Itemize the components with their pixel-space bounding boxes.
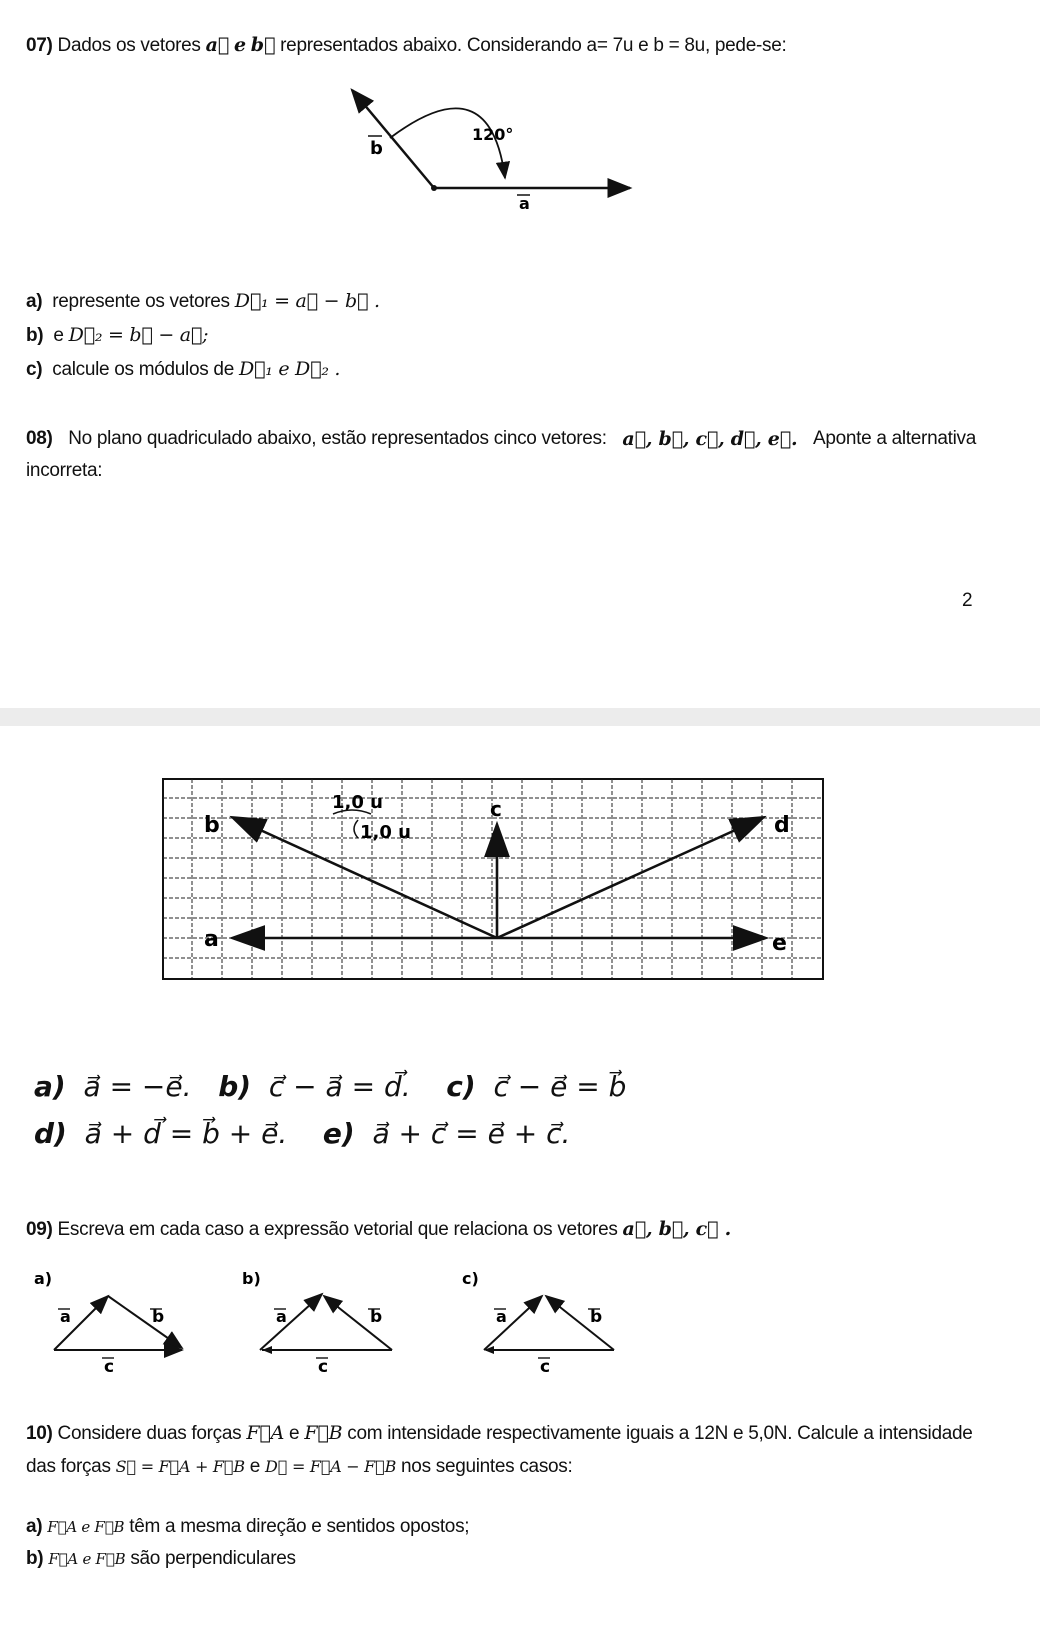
angle-label: 120° <box>472 125 514 144</box>
svg-text:a: a <box>496 1307 507 1326</box>
svg-text:a): a) <box>34 1269 53 1288</box>
svg-text:c): c) <box>462 1269 479 1288</box>
vector-b-line <box>352 90 434 188</box>
q09-figures <box>30 1268 710 1378</box>
svg-text:c: c <box>104 1357 115 1377</box>
q08-option-e[interactable]: a⃗ + c⃗ = e⃗ + c⃗. <box>372 1117 571 1150</box>
page-break <box>0 708 1040 726</box>
label-a: a <box>519 194 530 213</box>
q08-options-row1: a) a⃗ = −e⃗. b) c⃗ − a⃗ = d⃗. c) c⃗ − e⃗ = b⃗ <box>34 1070 627 1103</box>
q10-statement: 10) Considere duas forças F⃗A e F⃗B com intensidade respectivamente iguais a 12N e 5,0N. Calcule a intensidade <box>26 1422 973 1444</box>
q10-item-b: b) F⃗A e F⃗B são perpendiculares <box>26 1548 296 1569</box>
label-b: b <box>370 138 383 159</box>
grid-label-c: c <box>490 797 502 821</box>
q07-vector-figure <box>330 78 650 228</box>
q10-statement-line2: das forças S⃗ = F⃗A + F⃗B e D⃗ = F⃗A − F⃗B nos seguintes casos: <box>26 1456 573 1477</box>
grid-label-a: a <box>204 927 219 952</box>
q08-option-c[interactable]: c⃗ − e⃗ = b⃗ <box>493 1070 627 1103</box>
q09-figure-c <box>462 1269 614 1377</box>
q09-statement: 09) Escreva em cada caso a expressão vetorial que relaciona os vetores a⃗, b⃗, c⃗ . <box>26 1218 731 1240</box>
grid-label-b: b <box>204 813 220 838</box>
q08-options-row2: d) a⃗ + d⃗ = b⃗ + e⃗. e) a⃗ + c⃗ = e⃗ + c⃗. <box>34 1117 571 1150</box>
q09-figure-b <box>242 1269 392 1377</box>
grid-label-d: d <box>774 813 790 838</box>
svg-text:b: b <box>152 1307 165 1327</box>
svg-text:b): b) <box>242 1269 261 1288</box>
q08-option-d[interactable]: a⃗ + d⃗ = b⃗ + e⃗. <box>84 1117 288 1150</box>
page-number: 2 <box>962 590 973 611</box>
q09-figure-a <box>34 1269 182 1377</box>
svg-text:b: b <box>370 1307 383 1327</box>
svg-text:b: b <box>590 1307 603 1327</box>
grid-label-e: e <box>772 931 787 956</box>
q07-number: 07) <box>26 35 53 56</box>
q08-grid-figure <box>162 778 832 983</box>
q07-statement: 07) Dados os vetores a⃗ e b⃗ representados abaixo. Considerando a= 7u e b = 8u, pede-se: <box>26 34 787 56</box>
grid-unit-top: 1,0 u <box>332 792 383 813</box>
q08-statement: 08) No plano quadriculado abaixo, estão representados cinco vetores: a⃗, b⃗, c⃗, d⃗, e⃗. Aponte a alternativa <box>26 428 976 450</box>
q07-item-c: c) calcule os módulos de D⃗₁ e D⃗₂ . <box>26 358 341 380</box>
q07-item-a: a) represente os vetores D⃗₁ = a⃗ − b⃗ . <box>26 290 380 312</box>
svg-text:c: c <box>318 1357 329 1377</box>
q08-option-a[interactable]: a⃗ = −e⃗. <box>83 1070 192 1103</box>
grid-unit-side: 1,0 u <box>360 822 411 843</box>
q10-item-a: a) F⃗A e F⃗B têm a mesma direção e sentidos opostos; <box>26 1516 470 1537</box>
svg-text:a: a <box>276 1307 287 1326</box>
q07-item-b: b) e D⃗₂ = b⃗ − a⃗; <box>26 324 209 346</box>
svg-text:c: c <box>540 1357 551 1377</box>
svg-text:a: a <box>60 1307 71 1326</box>
q08-statement-line2: incorreta: <box>26 460 103 481</box>
q08-option-b[interactable]: c⃗ − a⃗ = d⃗. <box>268 1070 411 1103</box>
